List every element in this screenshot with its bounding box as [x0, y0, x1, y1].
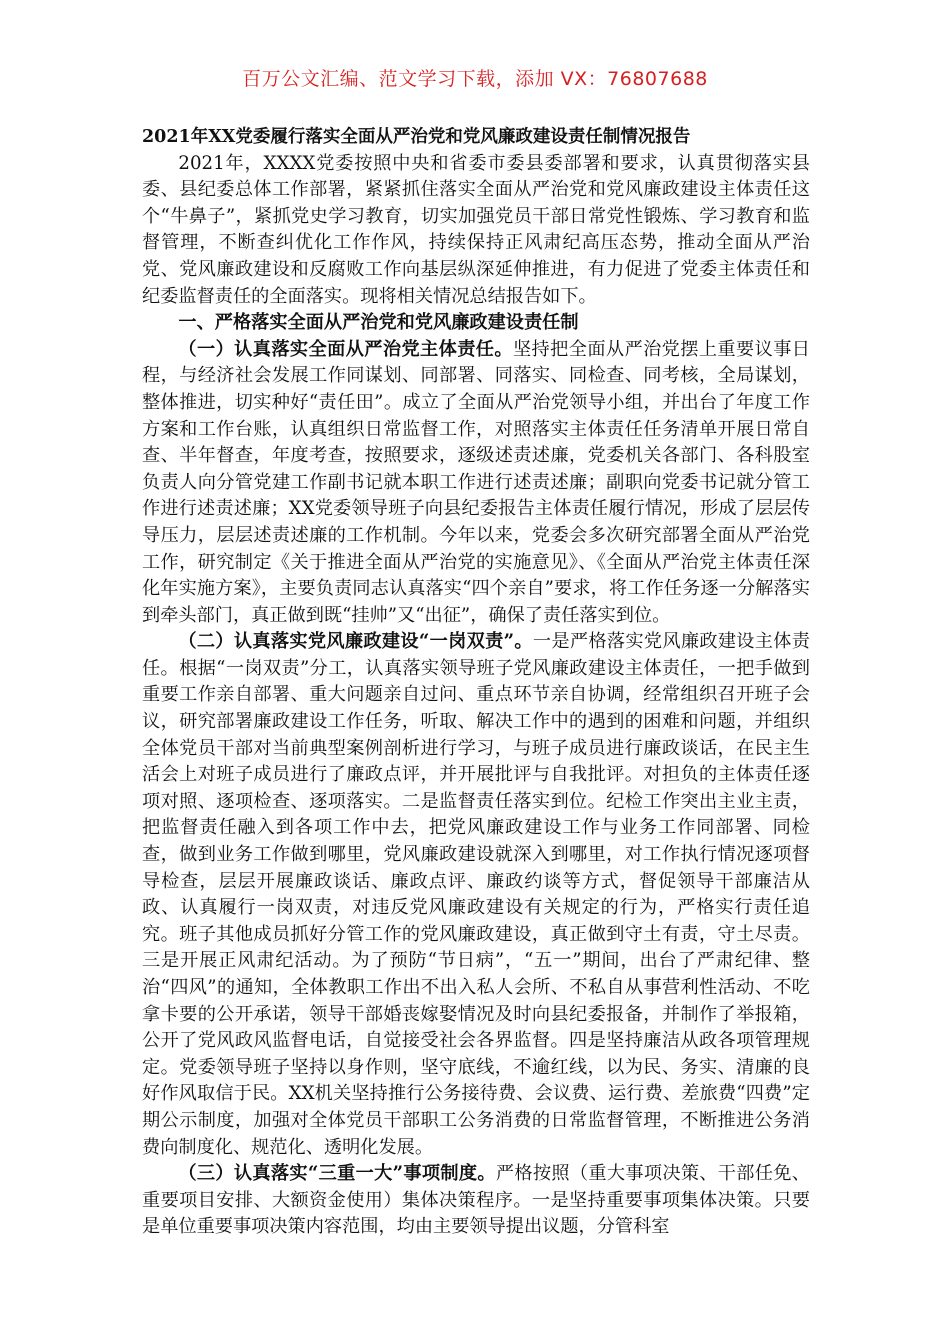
- subsection-2-body: 一是严格落实党风廉政建设主体责任。根据“一岗双责”分工，认真落实领导班子党风廉政建设主体责任，一把手做到重要工作亲自部署、重大问题亲自过问、重点环节亲自协调，经常组织召开班子会议，研究部署廉政建设工作任务，听取、解决工作中的遇到的困难和问题，并组织全体党员干部对当前典型案例剖析进行学习，与班子成员进行廉政谈话，在民主生活会上对班子成员进行了廉政点评，并开展批评与自我批评。对担负的主体责任逐项对照、逐项检查、逐项落实。二是监督责任落实到位。纪检工作突出主业主责，把监督责任融入到各项工作中去，把党风廉政建设工作与业务工作同部署、同检查，做到业务工作做到哪里，党风廉政建设就深入到哪里，对工作执行情况逐项督导检查，层层开展廉政谈话、廉政点评、廉政约谈等方式，督促领导干部廉洁从政、认真履行一岗双责，对违反党风廉政建设有关规定的行为，严格实行责任追究。班子其他成员抓好分管工作的党风廉政建设，真正做到守土有责，守土尽责。三是开展正风肃纪活动。为了预防“节日病”，“五一”期间，出台了严肃纪律、整治“四风”的通知，全体教职工作出不出入私人会所、不私自从事营利性活动、不吃拿卡要的公开承诺，领导干部婚丧嫁娶情况及时向县纪委报备，并制作了举报箱，公开了党风政风监督电话，自觉接受社会各界监督。四是坚持廉洁从政各项管理规定。党委领导班子坚持以身作则，坚守底线，不逾红线，以为民、务实、清廉的良好作风取信于民。XX机关坚持推行公务接待费、会议费、运行费、差旅费“四费”定期公示制度，加强对全体党员干部职工公务消费的日常监督管理，不断推进公务消费向制度化、规范化、透明化发展。: [142, 631, 810, 1158]
- subsection-3-heading: （三）认真落实“三重一大”事项制度。: [178, 1163, 496, 1185]
- subsection-3-paragraph: [142, 1161, 810, 1241]
- subsection-1-paragraph: [142, 337, 810, 630]
- document-body: [142, 124, 810, 1241]
- subsection-1-body: 坚持把全面从严治党摆上重要议事日程，与经济社会发展工作同谋划、同部署、同落实、同检查、同考核，全局谋划，整体推进，切实种好“责任田”。成立了全面从严治党领导小组，并出台了年度工作方案和工作台账，认真组织日常监督工作，对照落实主体责任任务清单开展日常自查、半年督查，年度考查，按照要求，逐级述责述廉，党委机关各部门、各科股室负责人向分管党建工作副书记就本职工作进行述责述廉；副职向党委书记就分管工作进行述责述廉；XX党委领导班子向县纪委报告主体责任履行情况，形成了层层传导压力，层层述责述廉的工作机制。今年以来，党委会多次研究部署全面从严治党工作，研究制定《关于推进全面从严治党的实施意见》、《全面从严治党主体责任深化年实施方案》，主要负责同志认真落实“四个亲自”要求，将工作任务逐一分解落实到牵头部门，真正做到既“挂帅”又“出征”，确保了责任落实到位。: [142, 338, 810, 626]
- download-banner: 百万公文汇编、范文学习下载，添加 VX：76807688: [242, 68, 708, 90]
- intro-paragraph: 2021年，XXXX党委按照中央和省委市委县委部署和要求，认真贯彻落实县委、县纪委总体工作部署，紧紧抓住落实全面从严治党和党风廉政建设主体责任这个“牛鼻子”，紧抓党史学习教育，切实加强党员干部日常党性锻炼、学习教育和监督管理，不断查纠优化工作作风，持续保持正风肃纪高压态势，推动全面从严治党、党风廉政建设和反腐败工作向基层纵深延伸推进，有力促进了党委主体责任和纪委监督责任的全面落实。现将相关情况总结报告如下。: [142, 152, 810, 307]
- document-title: 2021年XX党委履行落实全面从严治党和党风廉政建设责任制情况报告: [142, 127, 691, 147]
- subsection-2-paragraph: [142, 629, 810, 1161]
- subsection-3-body: 严格按照（重大事项决策、干部任免、重要项目安排、大额资金使用）集体决策程序。一是坚持重要事项集体决策。只要是单位重要事项决策内容范围，均由主要领导提出议题，分管科室: [142, 1163, 810, 1238]
- subsection-1-heading: （一）认真落实全面从严治党主体责任。: [178, 338, 513, 360]
- section-heading-1: 一、严格落实全面从严治党和党风廉政建设责任制: [178, 312, 579, 334]
- subsection-2-heading: （二）认真落实党风廉政建设“一岗双责”。: [178, 631, 533, 653]
